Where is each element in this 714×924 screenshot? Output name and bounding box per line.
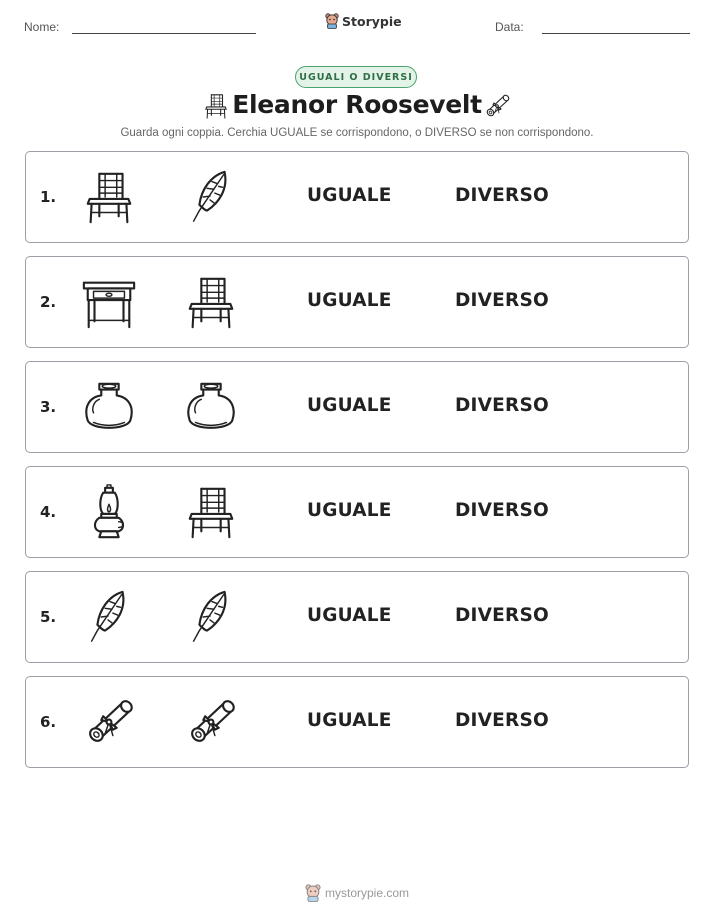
name-label: Nome: [24, 20, 60, 34]
row-number: 2. [40, 293, 57, 311]
oil-lamp-icon [80, 483, 138, 541]
option-different[interactable]: DIVERSO [455, 710, 549, 731]
date-label: Data: [495, 20, 524, 34]
option-different[interactable]: DIVERSO [455, 500, 549, 521]
ink-pot-icon [80, 378, 138, 436]
footer [0, 884, 714, 902]
row-number: 3. [40, 398, 57, 416]
chair-icon [182, 273, 240, 331]
bear-icon [305, 884, 321, 902]
option-same[interactable]: UGUALE [307, 290, 392, 311]
page-title: Eleanor Roosevelt [232, 90, 482, 119]
brand-name: Storypie [342, 13, 402, 29]
option-different[interactable]: DIVERSO [455, 395, 549, 416]
row-number: 5. [40, 608, 57, 626]
pair-row-4 [25, 466, 689, 558]
option-same[interactable]: UGUALE [307, 185, 392, 206]
option-same[interactable]: UGUALE [307, 605, 392, 626]
row-number: 4. [40, 503, 57, 521]
name-line[interactable] [72, 33, 256, 34]
bear-icon [325, 13, 339, 29]
scroll-icon [482, 91, 512, 121]
chair-icon [182, 483, 240, 541]
option-different[interactable]: DIVERSO [455, 605, 549, 626]
pair-row-1 [25, 151, 689, 243]
ink-pot-icon [182, 378, 240, 436]
scroll-icon [182, 693, 240, 751]
instructions: Guarda ogni coppia. Cerchia UGUALE se corrispondono, o DIVERSO se non corrispondono. [120, 127, 594, 139]
row-number: 1. [40, 188, 57, 206]
option-different[interactable]: DIVERSO [455, 290, 549, 311]
footer-link[interactable]: mystorypie.com [324, 886, 410, 900]
option-different[interactable]: DIVERSO [455, 185, 549, 206]
brand-logo [325, 13, 402, 29]
scroll-icon [80, 693, 138, 751]
pair-row-3 [25, 361, 689, 453]
table-icon [80, 273, 138, 331]
feather-icon [80, 588, 138, 646]
row-number: 6. [40, 713, 57, 731]
chair-icon [80, 168, 138, 226]
date-line[interactable] [542, 33, 690, 34]
pair-row-6 [25, 676, 689, 768]
option-same[interactable]: UGUALE [307, 710, 392, 731]
option-same[interactable]: UGUALE [307, 395, 392, 416]
feather-icon [182, 588, 240, 646]
pair-row-2 [25, 256, 689, 348]
option-same[interactable]: UGUALE [307, 500, 392, 521]
activity-badge: UGUALI O DIVERSI [295, 66, 417, 88]
feather-icon [182, 168, 240, 226]
pair-row-5 [25, 571, 689, 663]
